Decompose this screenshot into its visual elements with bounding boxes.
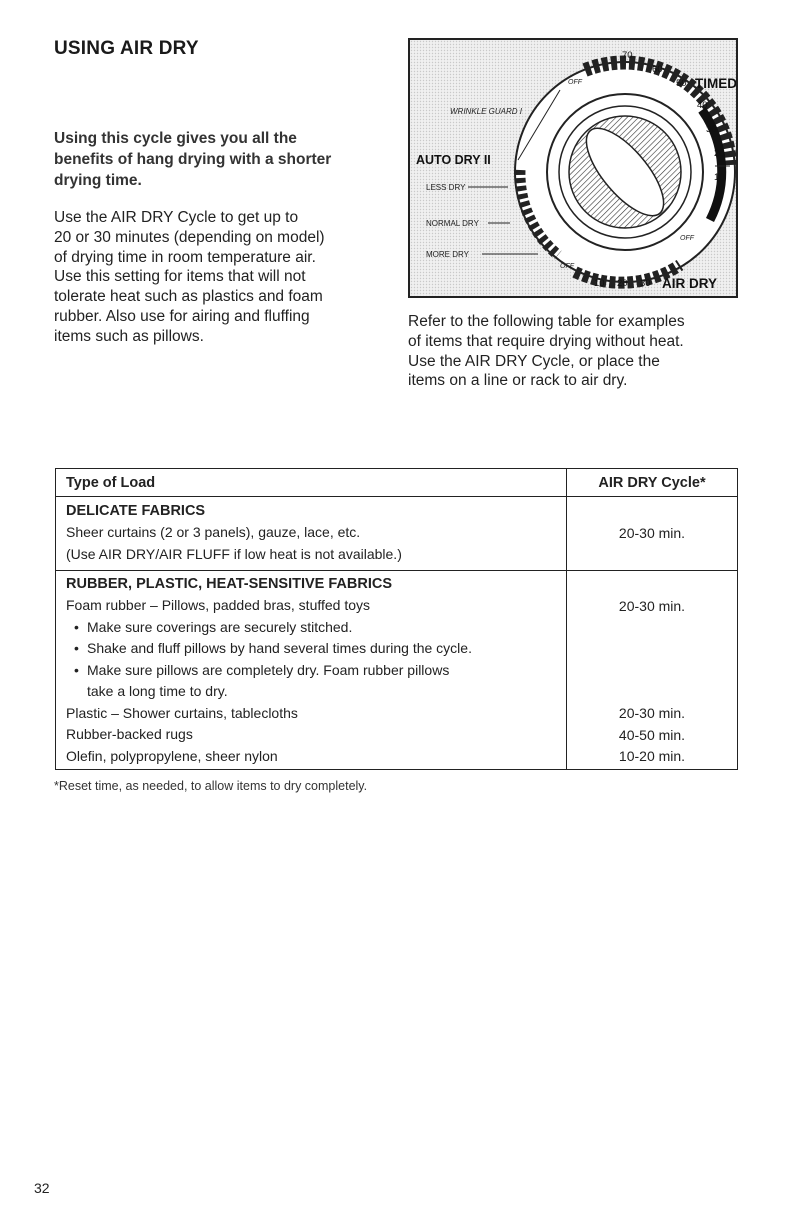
more-dry-label: MORE DRY [426,250,469,259]
cycle-time: 40-50 min. [618,726,686,743]
air-dry-mark: 10 [594,278,605,289]
rubber-time-cell [567,571,738,770]
cycle-time: 20-30 min. [618,524,686,541]
intro-paragraph [54,128,394,191]
load-line: Plastic – Shower curtains, tablecloths [66,704,298,721]
timed-mark: 10 [714,172,725,183]
bullet-item: • Make sure coverings are securely stitched. [66,617,556,639]
bullet-continuation: take a long time to dry. [87,683,228,699]
section-title: DELICATE FABRICS [66,503,206,519]
header-air-dry-cycle: AIR DRY Cycle* [567,469,738,497]
load-line: Olefin, polypropylene, sheer nylon [66,747,278,764]
page-title: USING AIR DRY [54,38,199,59]
control-dial-illustration [408,38,738,298]
auto-dry-label: AUTO DRY II [416,153,491,167]
header-type-of-load: Type of Load [56,469,567,497]
table-row [56,571,738,770]
body-line: rubber. Also use for airing and fluffing [54,307,310,325]
rubber-cell [56,571,567,770]
cycle-time: 10-20 min. [618,748,686,764]
body-line: items on a line or rack to air dry. [408,372,628,390]
dial-drawing [410,40,738,298]
table-row [56,497,738,571]
less-dry-label: LESS DRY [426,183,466,192]
wrinkle-guard-label: WRINKLE GUARD I [450,107,523,116]
timed-mark: 40 [697,100,708,111]
table-footnote: *Reset time, as needed, to allow items to dry completely. [54,779,368,793]
body-line: Use the AIR DRY Cycle to get up to [54,209,299,226]
off-label-right: OFF [680,235,694,242]
off-label-top: OFF [568,79,582,86]
body-line: Refer to the following table for examples [408,313,685,330]
delicate-cell [56,497,567,571]
bullet-item: • Make sure pillows are completely dry. Foam rubber pillows [66,660,556,682]
load-line: Rubber-backed rugs [66,726,193,742]
bullet-item: • Shake and fluff pillows by hand several times during the cycle. [66,638,556,660]
timed-mark: 50 [676,78,687,89]
air-dry-table [55,468,738,770]
body-line: of items that require drying without heat. [408,332,684,350]
timed-mark: 70 [622,50,633,61]
body-line: Use this setting for items that will not [54,268,306,286]
intro-line: benefits of hang drying with a shorter [54,151,332,168]
page-number: 32 [34,1180,50,1196]
timed-mark: 20 [714,148,725,159]
body-line: 20 or 30 minutes (depending on model) [54,228,325,246]
timed-mark: 30 [706,124,717,135]
load-line: (Use AIR DRY/AIR FLUFF if low heat is not available.) [66,545,402,562]
table-intro [408,312,685,391]
body-line: of drying time in room temperature air. [54,248,316,266]
off-label-bottom: OFF [560,263,574,270]
timed-mark: 60 [652,64,663,75]
table-header-row [56,469,738,497]
delicate-time-cell [567,497,738,571]
body-line: Use the AIR DRY Cycle, or place the [408,352,660,370]
body-line: tolerate heat such as plastics and foam [54,288,323,306]
air-dry-description [54,208,325,347]
load-line: Foam rubber – Pillows, padded bras, stuffed toys [66,597,371,613]
air-dry-label: AIR DRY [662,276,718,291]
body-line: items such as pillows. [54,327,204,345]
timed-label: TIMED [695,76,737,91]
air-dry-mark: 30 [640,278,651,289]
air-dry-mark: 20 [617,278,628,289]
cycle-time: 20-30 min. [618,597,686,614]
intro-line: drying time. [54,172,142,189]
intro-line: Using this cycle gives you all the [54,130,297,147]
normal-dry-label: NORMAL DRY [426,219,479,228]
section-title: RUBBER, PLASTIC, HEAT-SENSITIVE FABRICS [66,576,393,592]
load-line: Sheer curtains (2 or 3 panels), gauze, lace, etc. [66,524,361,540]
cycle-time: 20-30 min. [618,705,686,721]
